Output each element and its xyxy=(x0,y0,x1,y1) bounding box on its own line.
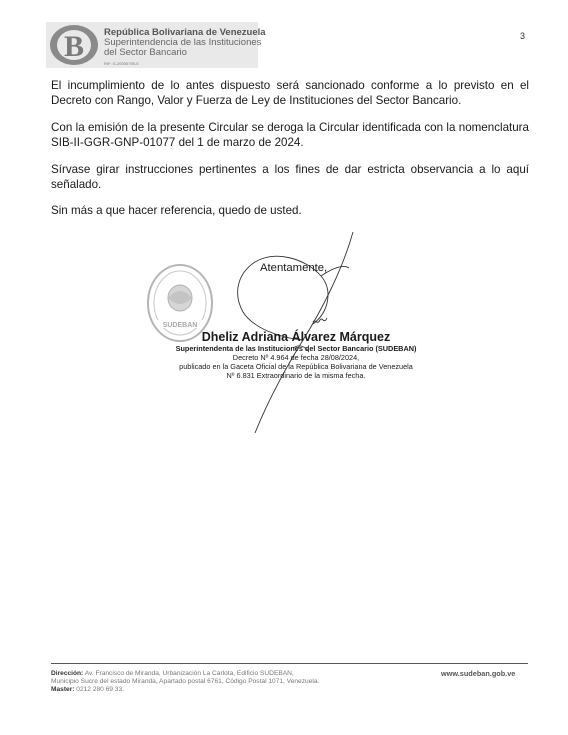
footer-divider xyxy=(51,663,528,664)
footer-address xyxy=(51,670,319,694)
footer-phone: 0212 280 69 33. xyxy=(76,686,124,693)
signatory-gazette: publicado en la Gaceta Oficial de la República Bolivariana de Venezuela xyxy=(179,362,413,371)
paragraph-closing-remark: Sin más a que hacer referencia, quedo de usted. xyxy=(51,204,302,217)
paragraph-derogation: Con la emisión de la presente Circular se deroga la Circular identificada con la nomenclatura SIB-II-GGR-GNP-01077 del 1 de marzo de 2024. xyxy=(51,121,529,149)
signatory-gazette-number: Nº 6.831 Extraordinario de la misma fecha. xyxy=(226,371,366,380)
paragraph-sanction: El incumplimiento de lo antes dispuesto será sancionado conforme a lo previsto en el Decreto con Rango, Valor y Fuerza de Ley de Instituciones del Sector Bancario. xyxy=(51,79,529,107)
footer-address-line1: Av. Francisco de Miranda, Urbanización La Carlota, Edificio SUDEBAN, xyxy=(84,670,294,677)
signatory-decree: Decreto Nº 4.964 de fecha 28/08/2024, xyxy=(232,353,360,362)
signatory-name: Dheliz Adriana Álvarez Márquez xyxy=(201,330,391,344)
paragraph-instructions: Sírvase girar instrucciones pertinentes a los fines de dar estricta observancia a lo aquí señalado. xyxy=(51,163,529,191)
footer-phone-label: Master: xyxy=(51,686,75,693)
footer-address-label: Dirección: xyxy=(51,670,84,677)
footer-website-link[interactable]: www.sudeban.gob.ve xyxy=(441,669,516,678)
footer-address-line2: Municipio Sucre del estado Miranda, Apartado postal 6761, Código Postal 1071, Venezuela. xyxy=(51,678,320,685)
header-line2: Superintendencia de las Instituciones xyxy=(104,37,262,48)
closing-salutation: Atentamente, xyxy=(260,262,328,274)
stamp-text: SUDEBAN xyxy=(162,322,198,329)
header-rif: RIF: G-20005795-5 xyxy=(104,61,139,66)
header-line1: República Bolivariana de Venezuela xyxy=(104,27,266,38)
sudeban-logo-icon xyxy=(49,24,99,66)
page-number: 3 xyxy=(520,31,526,41)
header-institution-name xyxy=(104,28,266,69)
signatory-title: Superintendenta de las Instituciones del Sector Bancario (SUDEBAN) xyxy=(175,344,417,353)
signatory-block xyxy=(158,330,434,380)
logo-letter: B xyxy=(63,30,85,63)
header-line3: del Sector Bancario xyxy=(104,47,187,58)
